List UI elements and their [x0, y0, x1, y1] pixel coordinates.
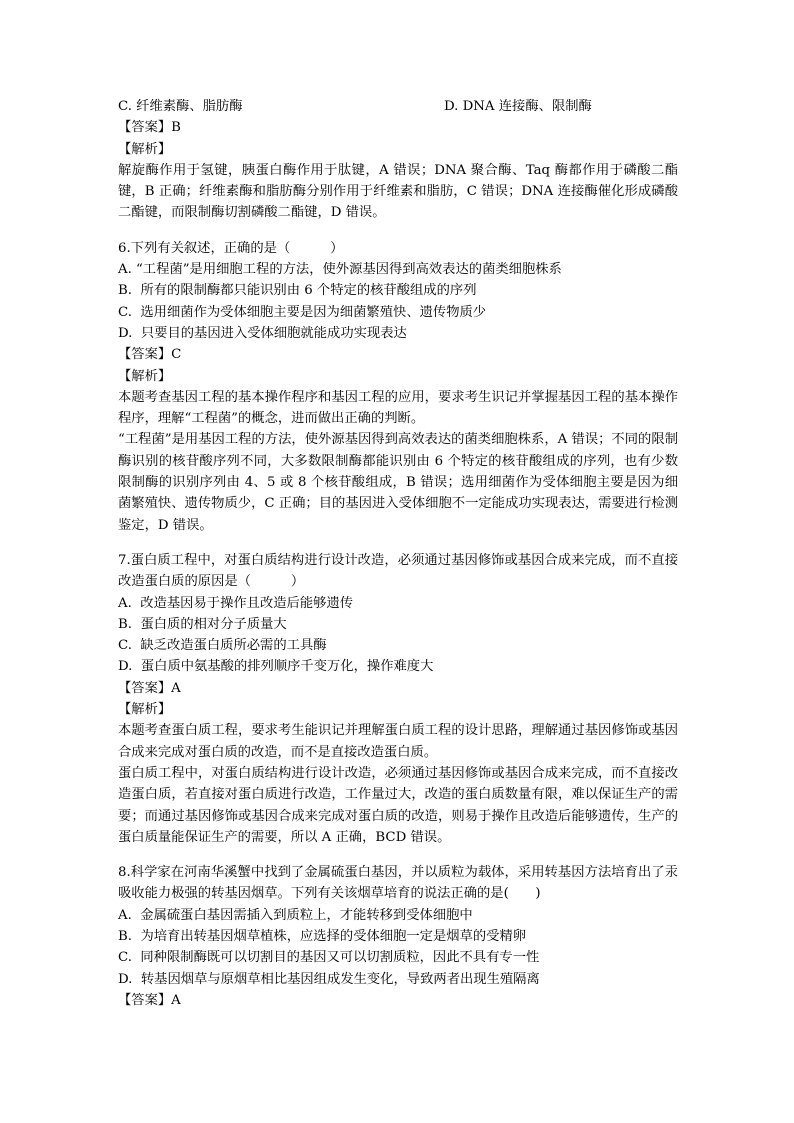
q6-analysis-intro: 本题考查基因工程的基本操作程序和基因工程的应用，要求考生识记并掌握基因工程的基本操作程序，理解“工程菌”的概念，进而做出正确的判断。: [118, 389, 678, 427]
q5-option-c: C. 纤维素酶、脂肪酶: [118, 99, 243, 114]
q7-analysis-intro: 本题考查蛋白质工程，要求考生能识记并理解蛋白质工程的设计思路，理解通过基因修饰或基因合成来完成对蛋白质的改造，而不是直接改造蛋白质。: [118, 723, 678, 760]
q5-option-d: D. DNA 连接酶、限制酶: [444, 99, 592, 114]
q8-answer: 【答案】A: [118, 992, 181, 1008]
q8-option-a: A. 金属硫蛋白基因需插入到质粒上，才能转移到受体细胞中: [118, 907, 473, 923]
q7-option-d: D. 蛋白质中氨基酸的排列顺序千变万化，操作难度大: [118, 659, 434, 675]
q5-answer: 【答案】B: [118, 120, 181, 136]
q5-analysis: 解旋酶作用于氢键，胰蛋白酶作用于肽键，A 错误；DNA 聚合酶、Taq 酶都作用于磷酸二酯键，B 正确；纤维素酶和脂肪酶分别作用于纤维素和脂肪，C 错误；DNA 连接酶催化形成磷酸二酯键，而限制酶切割磷酸二酯键，D 错误。: [118, 162, 678, 221]
q8-option-d: D. 转基因烟草与原烟草相比基因组成发生变化，导致两者出现生殖隔离: [118, 971, 540, 987]
q7-option-c: C. 缺乏改造蛋白质所必需的工具酶: [118, 638, 327, 654]
q6-analysis-label: 【解析】: [118, 368, 172, 384]
q7-analysis-detail: 蛋白质工程中，对蛋白质结构进行设计改造，必须通过基因修饰或基因合成来完成，而不直接改造蛋白质，若直接对蛋白质进行改造，工作量过大，改造的蛋白质数量有限，难以保证生产的需要；而通过基因修饰或基因合成来完成对蛋白质的改造，则易于操作且改造后能够遗传，生产的蛋白质量能保证生产的需要，所以 A 正确，BCD 错误。: [118, 765, 678, 845]
q6-option-d: D. 只要目的基因进入受体细胞就能成功实现表达: [118, 325, 407, 341]
q6-option-a: A. “工程菌”是用细胞工程的方法，使外源基因得到高效表达的菌类细胞株系: [118, 262, 562, 278]
q6-stem: 6.下列有关叙述，正确的是（ ）: [118, 240, 344, 256]
q6-analysis-detail: “工程菌”是用基因工程的方法，使外源基因得到高效表达的菌类细胞株系，A 错误；不同的限制酶识别的核苷酸序列不同，大多数限制酶都能识别由 6 个特定的核苷酸组成的序列，也有少数限制酶的识别序列由 4、5 或 8 个核苷酸组成，B 错误；选用细菌作为受体细胞主要是因为细菌繁殖快、遗传物质少，C 正确；目的基因进入受体细胞不一定能成功实现表达，需要进行检测鉴定，D 错误。: [118, 432, 678, 533]
q8-option-c: C. 同种限制酶既可以切割目的基因又可以切割质粒，因此不具有专一性: [118, 950, 540, 966]
q7-answer: 【答案】A: [118, 680, 181, 696]
q6-answer: 【答案】C: [118, 347, 182, 363]
q5-analysis-label: 【解析】: [118, 141, 172, 157]
q7-option-b: B. 蛋白质的相对分子质量大: [118, 616, 287, 632]
q6-option-c: C. 选用细菌作为受体细胞主要是因为细菌繁殖快、遗传物质少: [118, 304, 487, 320]
q7-stem: 7.蛋白质工程中，对蛋白质结构进行设计改造，必须通过基因修饰或基因合成来完成，而不直接改造蛋白质的原因是（ ）: [118, 552, 678, 590]
document-page: [118, 96, 678, 1011]
q6-option-b: B. 所有的限制酶都只能识别由 6 个特定的核苷酸组成的序列: [118, 283, 477, 299]
q5-options-row: [118, 96, 678, 117]
q8-option-b: B. 为培育出转基因烟草植株，应选择的受体细胞一定是烟草的受精卵: [118, 928, 527, 944]
q7-option-a: A. 改造基因易于操作且改造后能够遗传: [118, 595, 354, 611]
q7-analysis-label: 【解析】: [118, 702, 172, 718]
q8-stem: 8.科学家在河南华溪蟹中找到了金属硫蛋白基因，并以质粒为载体，采用转基因方法培育出了汞吸收能力极强的转基因烟草。下列有关该烟草培育的说法正确的是( ): [118, 865, 678, 902]
